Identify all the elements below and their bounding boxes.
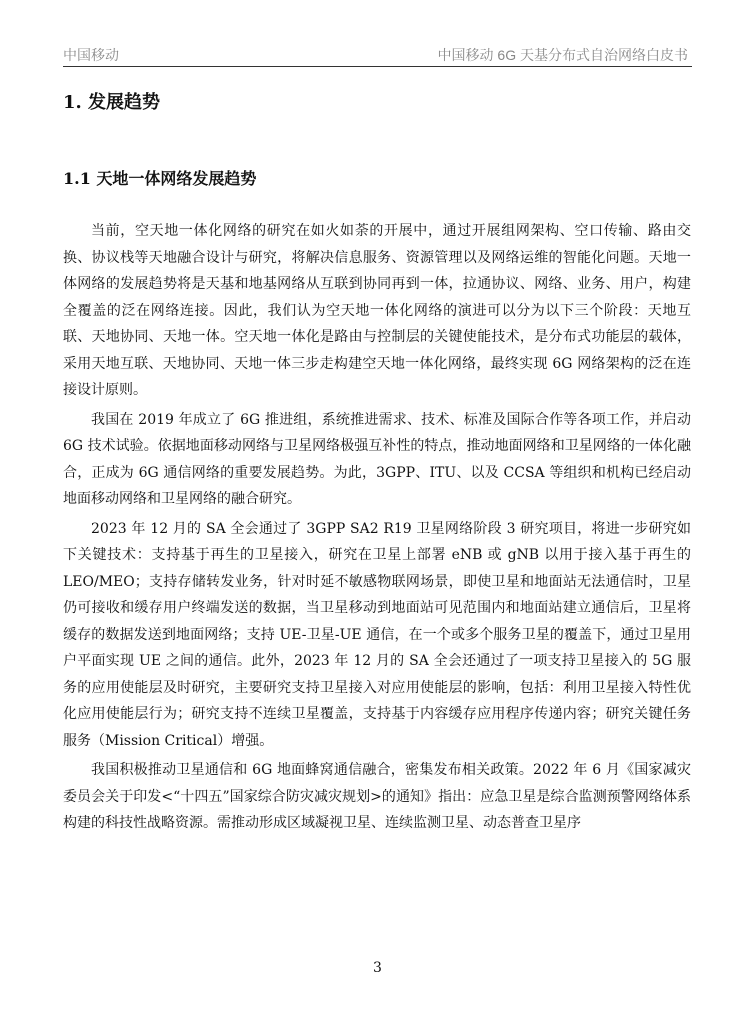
paragraph: 我国在 2019 年成立了 6G 推进组，系统推进需求、技术、标准及国际合作等各项工作，并启动 6G 技术试验。依据地面移动网络与卫星网络极强互补性的特点，推动地面网络和卫星网络的一体化融合，正成为 6G 通信网络的重要发展趋势。为此，3GPP、ITU、以及 CCSA 等组织和机构已经启动地面移动网络和卫星网络的融合研究。: [63, 411, 691, 507]
section-title: 1. 发展趋势: [63, 92, 161, 113]
paragraph: 当前，空天地一体化网络的研究在如火如荼的开展中，通过开展组网架构、空口传输、路由交换、协议栈等天地融合设计与研究，将解决信息服务、资源管理以及网络运维的智能化问题。天地一体网络的发展趋势将是天基和地基网络从互联到协同再到一体，拉通协议、网络、业务、用户，构建全覆盖的泛在网络连接。因此，我们认为空天地一体化网络的演进可以分为以下三个阶段：天地互联、天地协同、天地一体。空天地一体化是路由与控制层的关键使能技术，是分布式功能层的载体，采用天地互联、天地协同、天地一体三步走构建空天地一体化网络，最终实现 6G 网络架构的泛在连接设计原则。: [63, 223, 691, 398]
paragraph: 2023 年 12 月的 SA 全会通过了 3GPP SA2 R19 卫星网络阶段 3 研究项目，将进一步研究如下关键技术：支持基于再生的卫星接入，研究在卫星上部署 eNB 或 gNB 以用于接入基于再生的 LEO/MEO；支持存储转发业务，针对时延不敏感物联网场景，即使卫星和地面站无法通信时，卫星仍可接收和缓存用户终端发送的数据，当卫星移动到地面站可见范围内和地面站建立通信后，卫星将缓存的数据发送到地面网络；支持 UE-卫星-UE 通信，在一个或多个服务卫星的覆盖下，通过卫星用户平面实现 UE 之间的通信。此外，2023 年 12 月的 SA 全会还通过了一项支持卫星接入的 5G 服务的应用使能层及时研究，主要研究支持卫星接入对应用使能层的影响，包括：利用卫星接入特性优化应用使能层行为；研究支持不连续卫星覆盖，支持基于内容缓存应用程序传递内容；研究关键任务服务（Mission Critical）增强。: [63, 520, 691, 749]
page-number: 3: [373, 960, 382, 976]
page-header: [63, 42, 692, 67]
header-left-text: 中国移动: [63, 47, 119, 63]
body-text: [63, 218, 691, 840]
paragraph: 我国积极推动卫星通信和 6G 地面蜂窝通信融合，密集发布相关政策。2022 年 6 月《国家减灾委员会关于印发<“十四五”国家综合防灾减灾规划>的通知》指出：应急卫星是综合监测预警网络体系构建的科技性战略资源。需推动形成区域凝视卫星、连续监测卫星、动态普查卫星序: [63, 762, 691, 831]
subsection-title: 1.1 天地一体网络发展趋势: [63, 169, 257, 188]
header-right-text: 中国移动 6G 天基分布式自治网络白皮书: [437, 47, 688, 63]
